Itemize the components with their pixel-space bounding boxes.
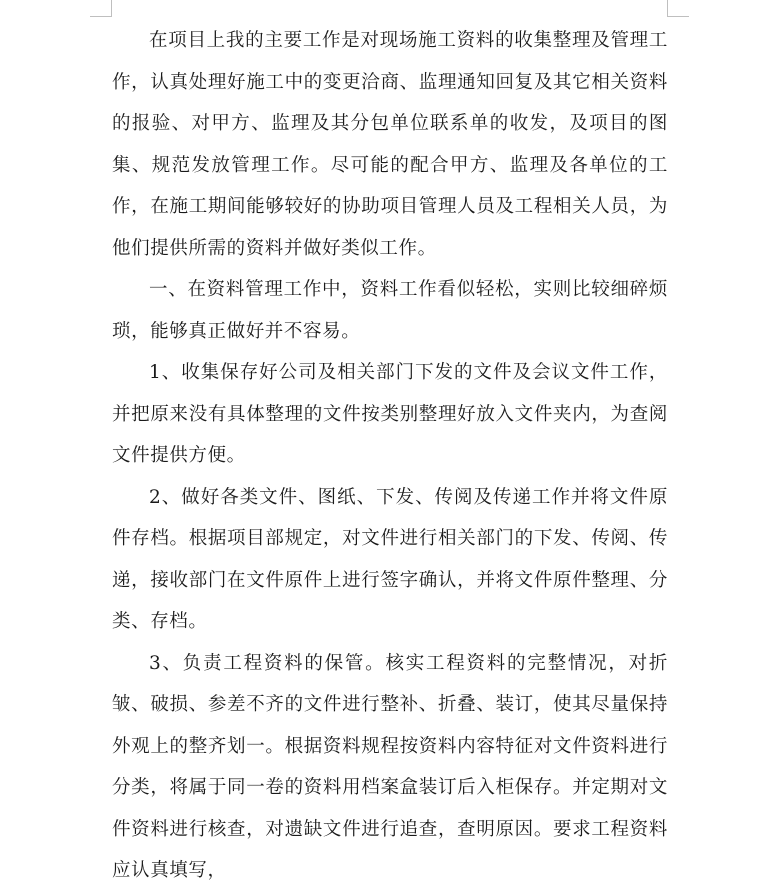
paragraph-item-2: 2、做好各类文件、图纸、下发、传阅及传递工作并将文件原件存档。根据项目部规定，对文件进行相关部门的下发、传阅、传递，接收部门在文件原件上进行签字确认，并将文件原件整理、分类、存档。 xyxy=(112,486,668,632)
crop-mark-top-right xyxy=(667,0,668,17)
document-body xyxy=(112,20,668,892)
paragraph-intro: 在项目上我的主要工作是对现场施工资料的收集整理及管理工作，认真处理好施工中的变更洽商、监理通知回复及其它相关资料的报验、对甲方、监理及其分包单位联系单的收发，及项目的图集、规范发放管理工作。尽可能的配合甲方、监理及各单位的工作，在施工期间能够较好的协助项目管理人员及工程相关人员，为他们提供所需的资料并做好类似工作。 xyxy=(112,30,668,259)
paragraph-item-3: 3、负责工程资料的保管。核实工程资料的完整情况，对折皱、破损、参差不齐的文件进行整补、折叠、装订，使其尽量保持外观上的整齐划一。根据资料规程按资料内容特征对文件资料进行分类，将属于同一卷的资料用档案盒装订后入柜保存。并定期对文件资料进行核查，对遗缺文件进行追查，查明原因。要求工程资料应认真填写， xyxy=(112,652,668,881)
paragraph-section-1: 一、在资料管理工作中，资料工作看似轻松，实则比较细碎烦琐，能够真正做好并不容易。 xyxy=(112,279,668,342)
crop-mark-top-right xyxy=(667,16,689,17)
crop-mark-top-left xyxy=(90,16,112,17)
crop-mark-top-left xyxy=(111,0,112,17)
paragraph-item-1: 1、收集保存好公司及相关部门下发的文件及会议文件工作，并把原来没有具体整理的文件按类别整理好放入文件夹内，为查阅文件提供方便。 xyxy=(112,362,668,466)
